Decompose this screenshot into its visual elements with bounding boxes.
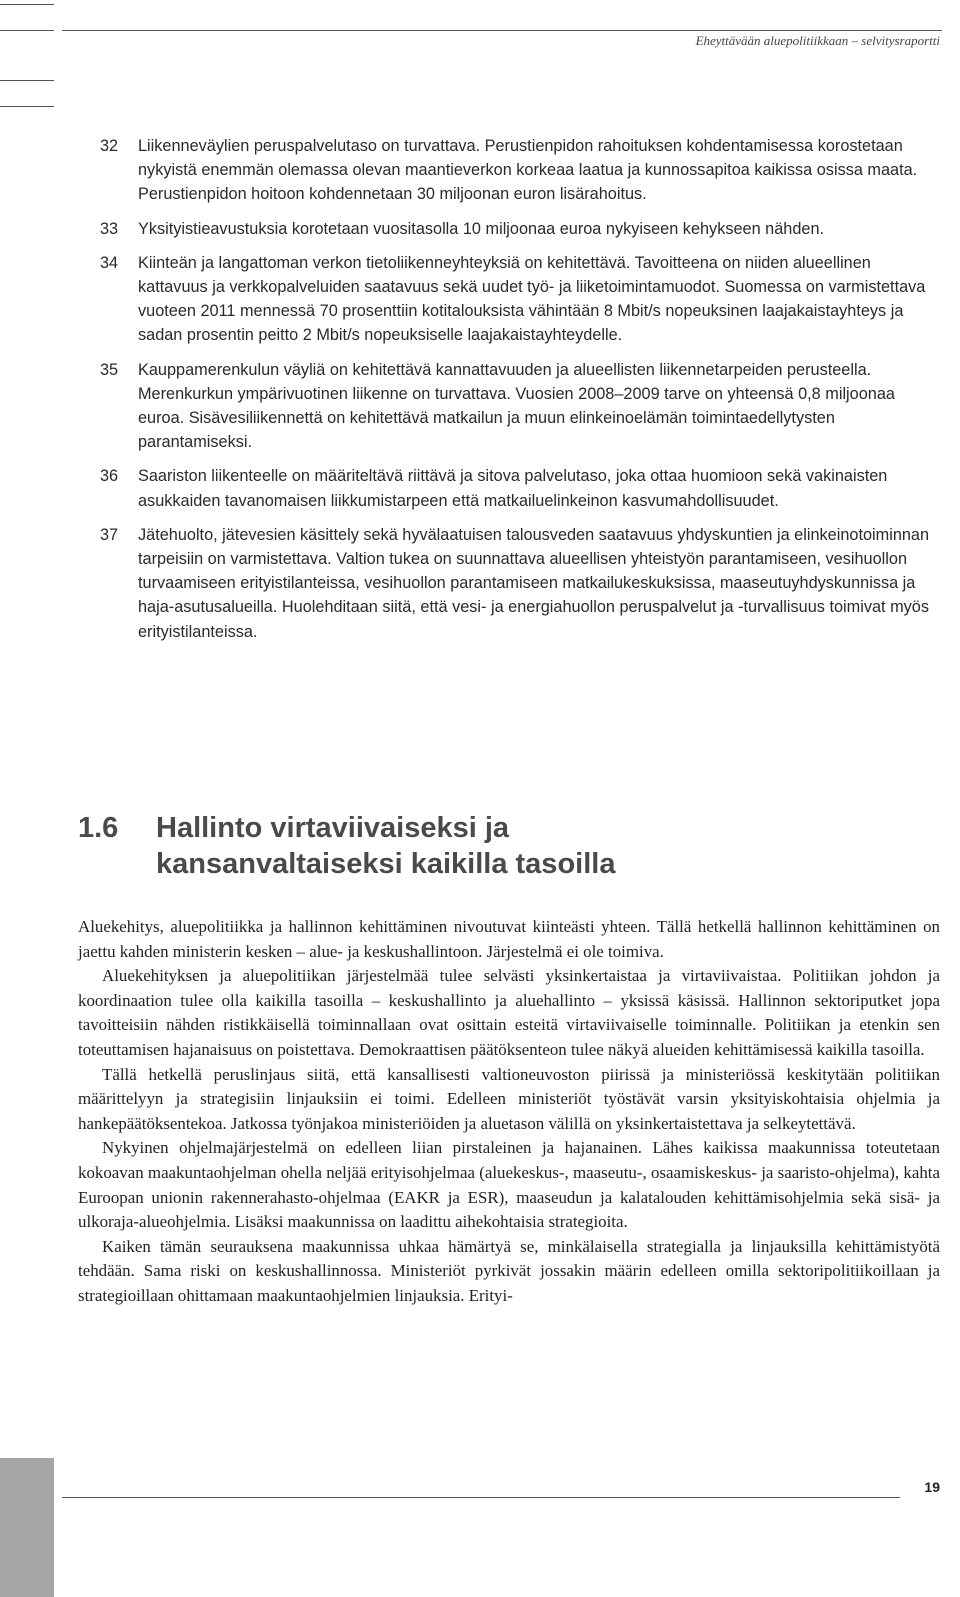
paragraph: Nykyinen ohjelmajärjestelmä on edelleen liian pirstaleinen ja hajanainen. Lähes kaikissa maakunnissa toteutetaan kokoavan maakuntaohjelman ohella neljää erityisohjelmaa (aluekeskus-, maaseutu-, osaamiskeskus- ja saaristo-ohjelma), kahta Euroopan unionin rakennerahasto-ohjelmaa (EAKR ja ESR), maaseudun ja kalatalouden kehittämisohjelmia sekä sisä- ja ulkoraja-alueohjelmia. Lisäksi maakunnissa on laadittu aihekohtaisia strategioita. (78, 1138, 940, 1232)
list-item-number: 32 (100, 137, 119, 155)
header-rule-main (62, 30, 942, 31)
list-item-text: Yksityistieavustuksia korotetaan vuositasolla 10 miljoonaa euroa nykyiseen kehykseen nähden. (138, 219, 825, 238)
list-item-text: Liikenneväylien peruspalvelutaso on turvattava. Perustienpidon rahoituksen kohdentamisessa korostetaan nykyistä enemmän olemassa olevan maantieverkon korkeaa laatua ja kunnossapitoa kaikissa osissa maata. Perustienpidon hoitoon kohdennetaan 30 miljoonan euron lisärahoitus. (138, 137, 918, 204)
list-item-number: 35 (100, 360, 119, 379)
page-number: 19 (924, 1479, 940, 1495)
list-item-number: 34 (100, 253, 119, 272)
list-item (100, 134, 945, 207)
running-header: Eheyttävään aluepolitiikkaan – selvitysraportti (695, 33, 940, 48)
list-item-text: Jätehuolto, jätevesien käsittely sekä hyvälaatuisen talousveden saatavuus yhdyskuntien ja elinkeinotoiminnan tarpeisiin on varmistettava. Valtion tukea on suunnattava alueellisen yhteistyön parantamiseen, vesihuollon turvaamiseen erityistilanteissa, vesihuollon parantamiseen matkailukeskuksissa, maaseutuyhdyskunnissa ja haja-asutusalueilla. Huolehditaan siitä, että vesi- ja energiahuollon peruspalvelut ja -turvallisuus toimivat myös erityistilanteissa. (138, 525, 930, 641)
body-text (78, 915, 940, 1309)
section-title: Hallinto virtaviivaiseksi ja kansanvaltaiseksi kaikilla tasoilla (156, 812, 616, 880)
header-rule-left-2 (0, 30, 54, 31)
list-item (100, 464, 945, 512)
paragraph: Aluekehityksen ja aluepolitiikan järjestelmää tulee selvästi yksinkertaistaa ja virtaviivaistaa. Politiikan johdon ja koordinaation tulee olla kaikilla tasoilla – keskushallinto ja aluehallinto – yksissä käsissä. Hallinnon sektoriputket jopa tavoitteisiin nähden ristikkäisellä toiminnallaan ovat osittain esteitä virtaviivaiselle toiminnalle. Politiikan ja etenkin sen toteuttamisen hajanaisuus on poistettava. Demokraattisen päätöksenteon tulee näkyä alueiden kehittämisessä kaikilla tasoilla. (78, 966, 940, 1059)
header-rule-left-4 (0, 106, 54, 107)
list-item-text: Kiinteän ja langattoman verkon tietoliikenneyhteyksiä on kehitettävä. Tavoitteena on niiden alueellinen kattavuus ja verkkopalveluiden saatavuus sekä uudet työ- ja liiketoimintamuodot. Suomessa on varmistettava vuoteen 2011 mennessä 70 prosenttiin kotitalouksista vähintään 8 Mbit/s nopeuksinen laajakaistayhteys ja sadan prosentin peitto 2 Mbit/s nopeuksiselle laajakaistayhteydelle. (138, 253, 926, 345)
paragraph: Kaiken tämän seurauksena maakunnissa uhkaa hämärtyä se, minkälaisella strategialla ja linjauksilla kehittämistyötä tehdään. Sama riski on keskushallinnossa. Ministeriöt pyrkivät jossakin määrin edelleen omilla sektoripolitiikoillaan ja strategioillaan ohittamaan maakuntaohjelmien linjauksia. Erityi- (78, 1236, 940, 1305)
list-item-text: Saariston liikenteelle on määriteltävä riittävä ja sitova palvelutaso, joka ottaa huomioon sekä vakinaisten asukkaiden tavanomaisen liikkumistarpeen että matkailuelinkeinon kasvumahdollisuudet. (138, 467, 888, 510)
numbered-list (100, 134, 945, 654)
list-item-text: Kauppamerenkulun väyliä on kehitettävä kannattavuuden ja alueellisten liikennetarpeiden perusteella. Merenkurkun ympärivuotinen liikenne on turvattava. Vuosien 2008–2009 tarve on yhteensä 0,8 miljoonaa euroa. Sisävesiliikennettä on kehitettävä matkailun ja muun elinkeinoelämän toimintaedellytysten parantamiseksi. (138, 360, 895, 452)
list-item (100, 358, 945, 455)
footer-gray-block (0, 1458, 54, 1597)
header-rule-left-3 (0, 80, 54, 81)
section-number: 1.6 (78, 812, 119, 844)
footer-rule (62, 1497, 900, 1498)
paragraph: Aluekehitys, aluepolitiikka ja hallinnon kehittäminen nivoutuvat kiinteästi yhteen. Tällä hetkellä hallinnon kehittäminen on jaettu kahden ministerin kesken – alue- ja keskushallintoon. Järjestelmä ei ole toimiva. (78, 917, 940, 961)
header-rule-left-1 (0, 4, 54, 5)
list-item (100, 251, 945, 348)
list-item (100, 217, 945, 241)
paragraph: Tällä hetkellä peruslinjaus siitä, että kansallisesti valtioneuvoston piirissä ja ministeriössä keskitytään politiikan määrittelyyn ja strategisiin linjauksiin ei toimi. Edelleen ministeriöt työstävät varsin yksityiskohtaisia ohjelmia ja hankepäätöksentekoa. Jatkossa työnjakoa ministeriöiden ja aluetason välillä on yksinkertaistettava ja selkeytettävä. (78, 1064, 940, 1133)
list-item-number: 36 (100, 467, 119, 486)
list-item-number: 33 (100, 219, 119, 238)
section-heading (78, 810, 716, 882)
list-item-number: 37 (100, 525, 119, 544)
list-item (100, 523, 945, 644)
